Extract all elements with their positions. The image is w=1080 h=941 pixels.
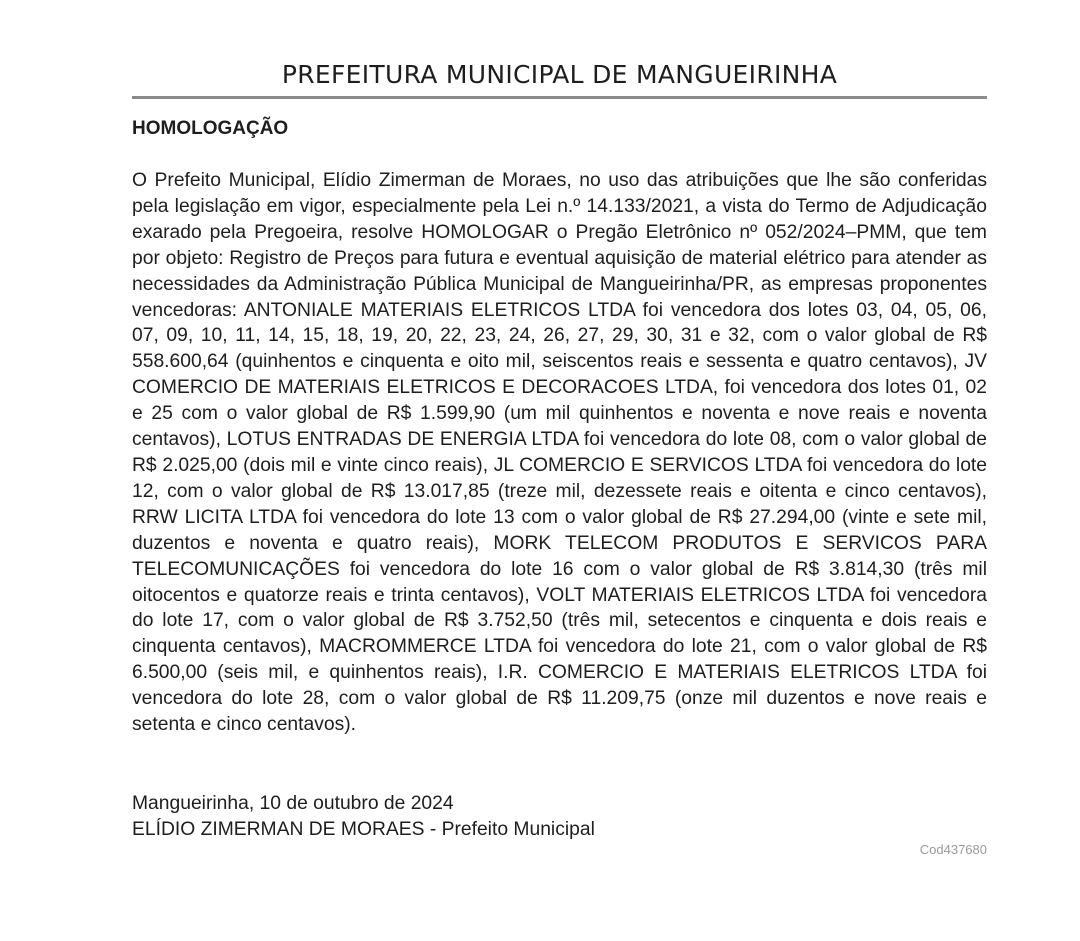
place-date: Mangueirinha, 10 de outubro de 2024: [132, 793, 454, 814]
signature-line: ELÍDIO ZIMERMAN DE MORAES - Prefeito Municipal: [132, 819, 595, 840]
section-heading: HOMOLOGAÇÃO: [132, 118, 289, 139]
body-paragraph: O Prefeito Municipal, Elídio Zimerman de Moraes, no uso das atribuições que lhe são conferidas pela legislação em vigor, especialmente pela Lei n.º 14.133/2021, a vista do Termo de Adjudicação exarado pela Pregoeira, resolve HOMOLOGAR o Pregão Eletrônico nº 052/2024–PMM, que tem por objeto: Registro de Preços para futura e eventual aquisição de material elétrico para atender as necessidades da Administração Pública Municipal de Mangueirinha/PR, as empresas proponentes vencedoras: ANTONIALE MATERIAIS ELETRICOS LTDA foi vencedora dos lotes 03, 04, 05, 06, 07, 09, 10, 11, 14, 15, 18, 19, 20, 22, 23, 24, 26, 27, 29, 30, 31 e 32, com o valor global de R$ 558.600,64 (quinhentos e cinquenta e oito mil, seiscentos reais e sessenta e quatro centavos), JV COMERCIO DE MATERIAIS ELETRICOS E DECORACOES LTDA, foi vencedora dos lotes 01, 02 e 25 com o valor global de R$ 1.599,90 (um mil quinhentos e noventa e nove reais e noventa centavos), LOTUS ENTRADAS DE ENERGIA LTDA foi vencedora do lote 08, com o valor global de R$ 2.025,00 (dois mil e vinte cinco reais), JL COMERCIO E SERVICOS LTDA foi vencedora do lote 12, com o valor global de R$ 13.017,85 (treze mil, dezessete reais e oitenta e cinco centavos), RRW LICITA LTDA foi vencedora do lote 13 com o valor global de R$ 27.294,00 (vinte e sete mil, duzentos e noventa e quatro reais), MORK TELECOM PRODUTOS E SERVICOS PARA TELECOMUNICAÇÕES foi vencedora do lote 16 com o valor global de R$ 3.814,30 (três mil oitocentos e quatorze reais e trinta centavos), VOLT MATERIAIS ELETRICOS LTDA foi vencedora do lote 17, com o valor global de R$ 3.752,50 (três mil, setecentos e cinquenta e dois reais e cinquenta centavos), MACROMMERCE LTDA foi vencedora do lote 21, com o valor global de R$ 6.500,00 (seis mil, e quinhentos reais), I.R. COMERCIO E MATERIAIS ELETRICOS LTDA foi vencedora do lote 28, com o valor global de R$ 11.209,75 (onze mil duzentos e nove reais e setenta e cinco centavos).: [132, 170, 987, 736]
document-page: [132, 0, 987, 941]
document-code: Cod437680: [919, 842, 987, 857]
header-divider: [132, 96, 987, 99]
page-title: PREFEITURA MUNICIPAL DE MANGUEIRINHA: [281, 60, 838, 89]
